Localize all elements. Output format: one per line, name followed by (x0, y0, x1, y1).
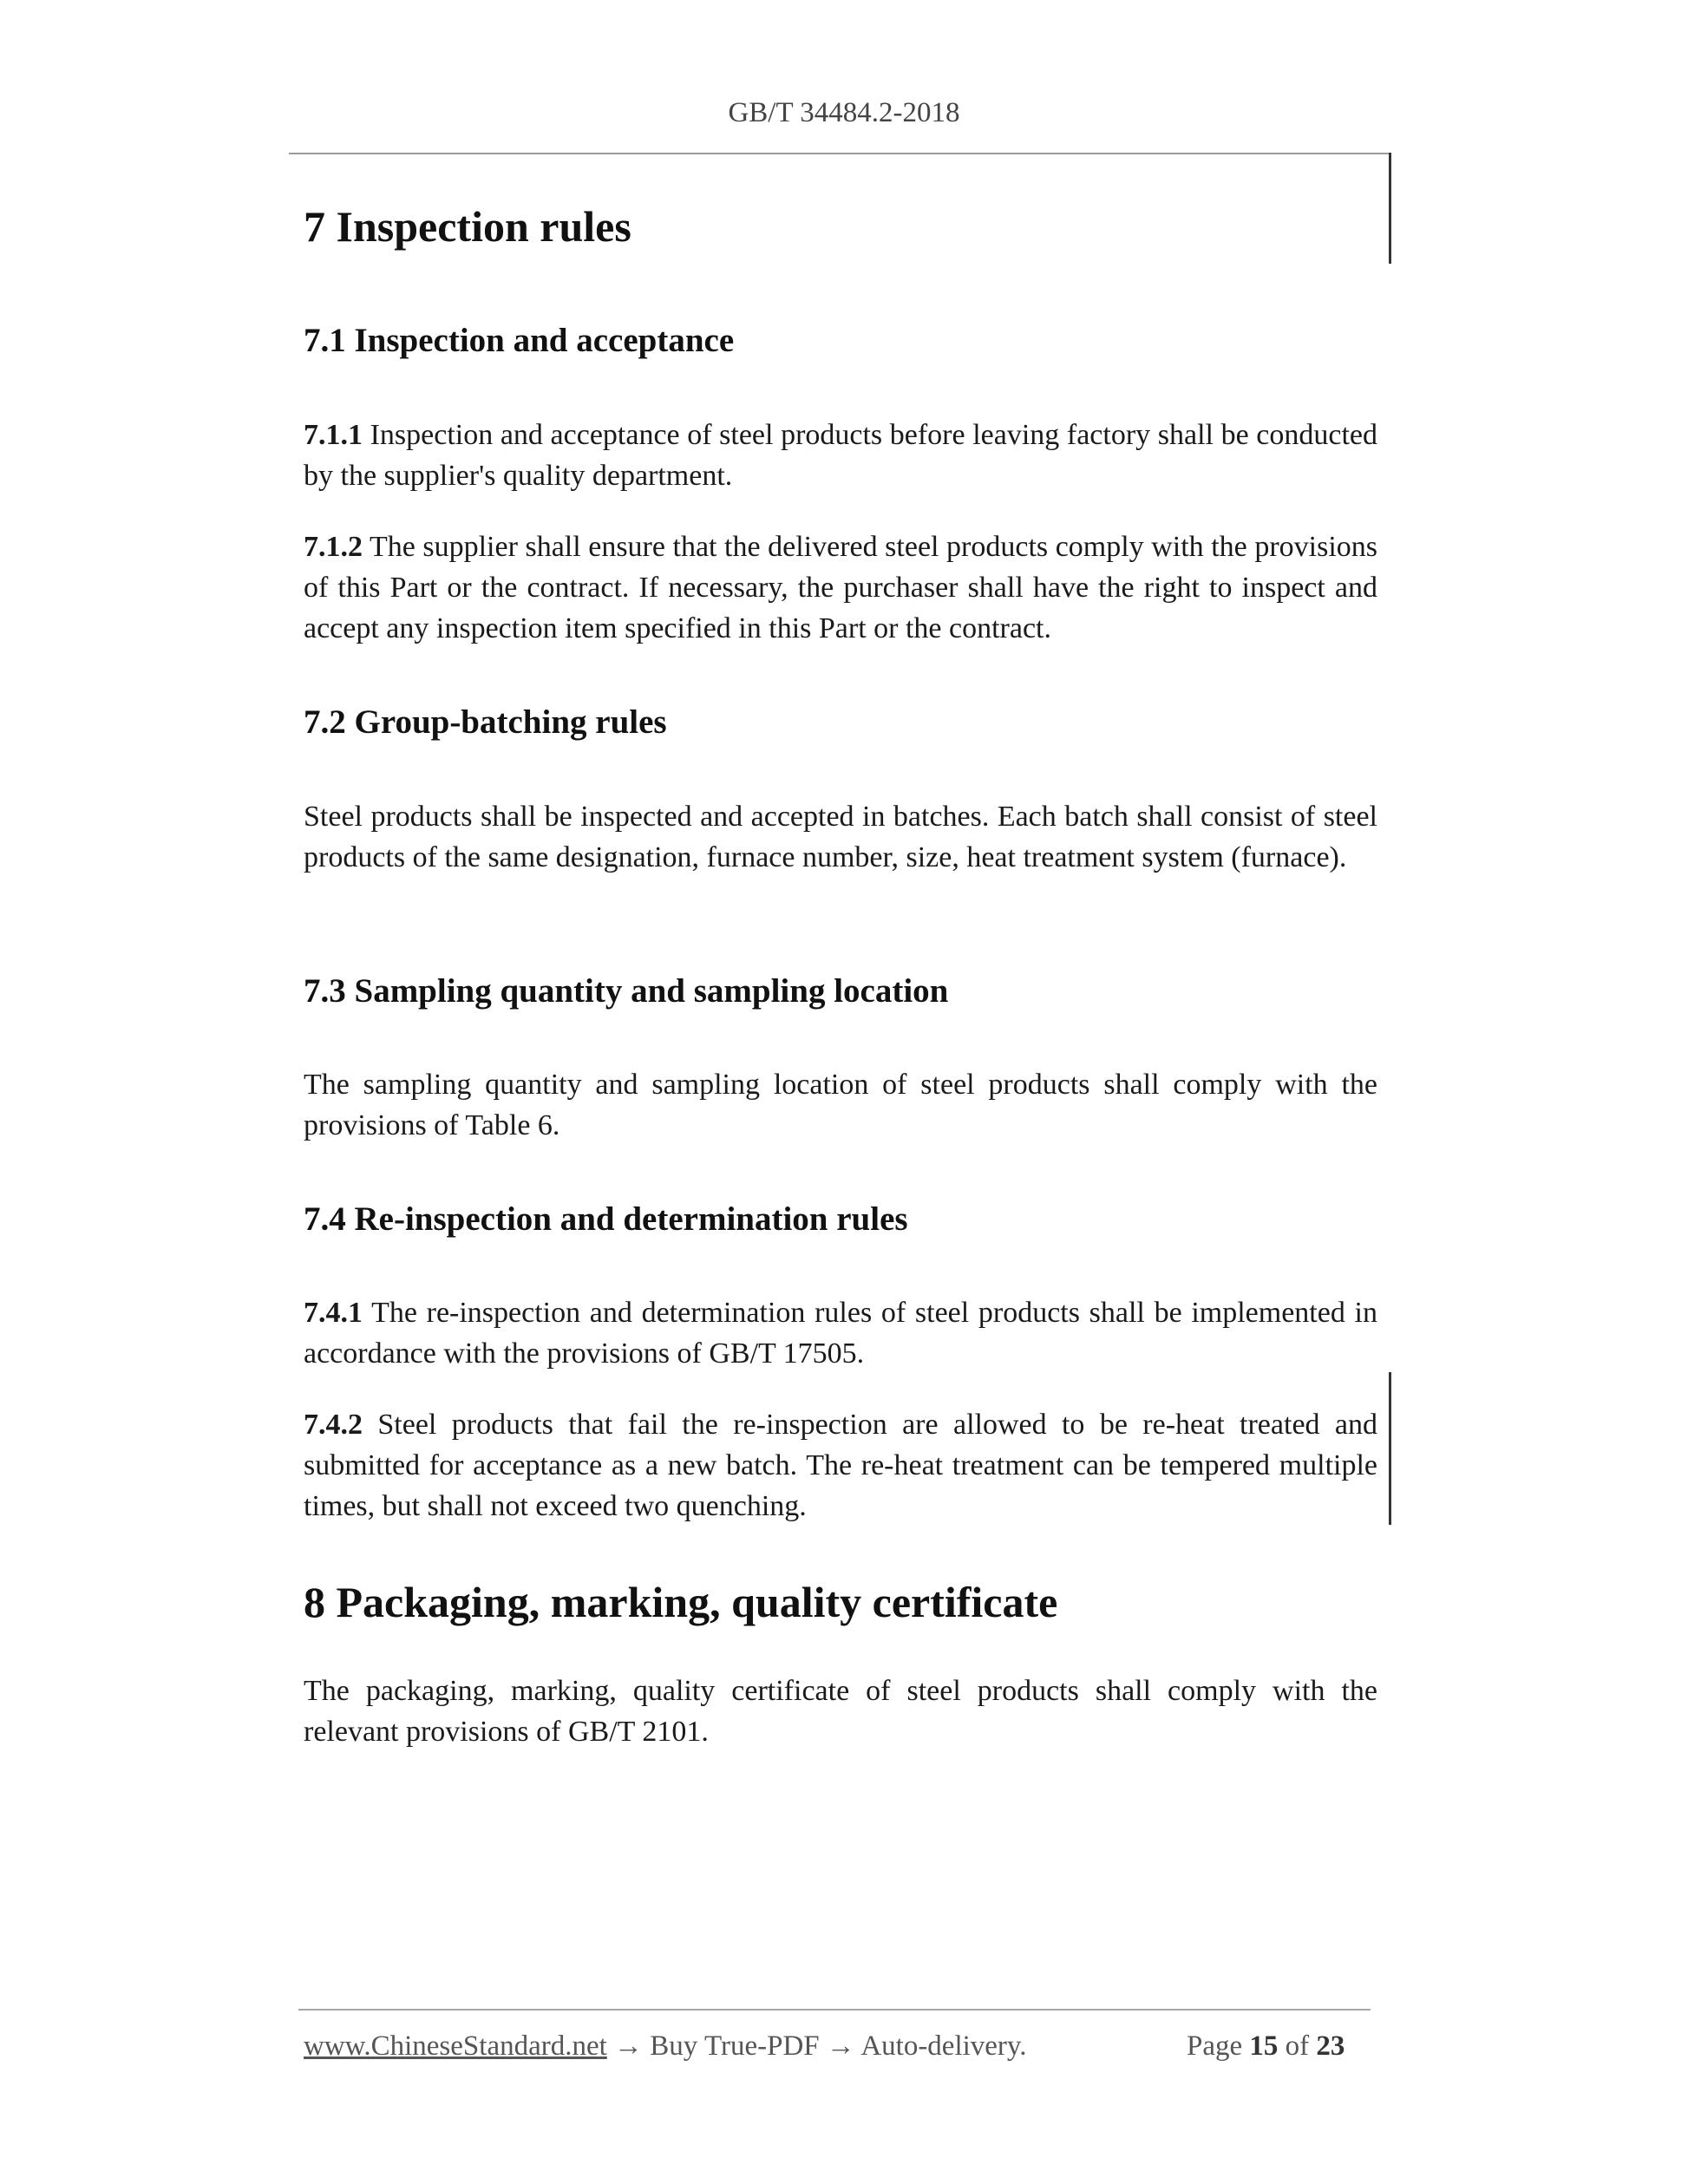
header-divider (289, 153, 1390, 154)
page-indicator (1187, 2030, 1345, 2063)
of-label: of (1285, 2030, 1310, 2062)
auto-delivery-text: Auto-delivery. (860, 2030, 1027, 2062)
clause-text: Inspection and acceptance of steel products before leaving factory shall be conducted by the supplier's quality department. (304, 419, 1378, 492)
section-8-text: The packaging, marking, quality certificate of steel products shall comply with the relevant provisions of GB/T 2101. (304, 1675, 1377, 1748)
section-7-heading: 7 Inspection rules (304, 202, 631, 251)
clause-number: 7.4.2 (304, 1409, 363, 1441)
arrow-right-icon: → (826, 2030, 855, 2062)
section-7-2-text: Steel products shall be inspected and accepted in batches. Each batch shall consist of steel products of the same designation, furnace number, size, heat treatment system (furnace). (304, 801, 1377, 873)
total-pages: 23 (1316, 2030, 1345, 2062)
section-8-heading: 8 Packaging, marking, quality certificate (304, 1578, 1058, 1626)
arrow-right-icon: → (614, 2030, 644, 2062)
clause-text: The supplier shall ensure that the delivered steel products comply with the provisions of this Part or the contract. If necessary, the purchaser shall have the right to inspect and accept any inspection item specified in this Part or the contract. (304, 531, 1377, 644)
footer-divider (298, 2009, 1371, 2011)
change-bar-top (1389, 153, 1391, 264)
buy-true-pdf-link[interactable]: Buy True-PDF (650, 2030, 820, 2062)
change-bar-middle (1389, 1372, 1391, 1525)
website-link[interactable]: www.ChineseStandard.net (304, 2030, 607, 2062)
section-7-3-text: The sampling quantity and sampling location of steel products shall comply with the provisions of Table 6. (304, 1069, 1377, 1141)
section-7-4-heading: 7.4 Re-inspection and determination rules (304, 1200, 908, 1238)
clause-number: 7.4.1 (304, 1297, 363, 1329)
clause-number: 7.1.2 (304, 531, 363, 563)
clause-7-1-1 (304, 415, 1377, 496)
section-7-2-heading: 7.2 Group-batching rules (304, 703, 667, 741)
clause-7-1-2 (304, 526, 1377, 649)
current-page-number: 15 (1249, 2030, 1279, 2062)
clause-text: The re-inspection and determination rules of steel products shall be implemented in accordance with the provisions of GB/T 17505. (304, 1297, 1377, 1370)
document-code: GB/T 34484.2-2018 (728, 97, 960, 128)
section-7-1-heading: 7.1 Inspection and acceptance (304, 322, 735, 359)
clause-number: 7.1.1 (304, 419, 363, 451)
clause-7-4-2 (304, 1404, 1377, 1527)
clause-7-4-1 (304, 1292, 1377, 1374)
footer-links (304, 2030, 1027, 2063)
page-label: Page (1187, 2030, 1243, 2062)
clause-text: Steel products that fail the re-inspection are allowed to be re-heat treated and submitted for acceptance as a new batch. The re-heat treatment can be tempered multiple times, but shall not exceed two quenching. (304, 1409, 1378, 1522)
section-7-3-heading: 7.3 Sampling quantity and sampling location (304, 972, 949, 1010)
